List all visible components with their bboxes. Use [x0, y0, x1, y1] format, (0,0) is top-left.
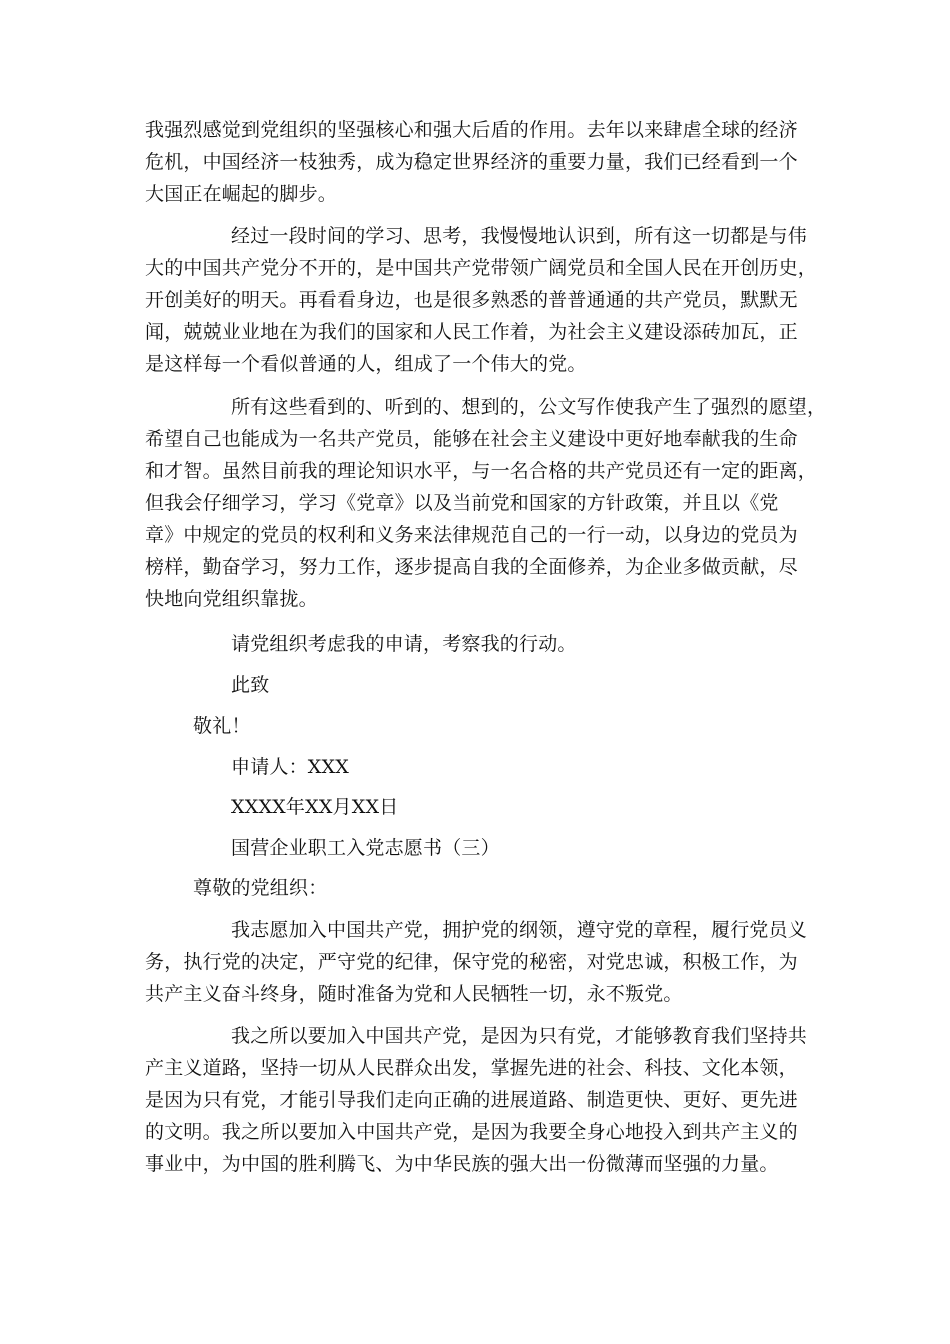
salutation: 尊敬的党组织： [193, 877, 328, 899]
text-line: 务，执行党的决定，严守党的纪律，保守党的秘密，对党忠诚，积极工作，为 [145, 951, 798, 973]
text-line: 我之所以要加入中国共产党，是因为只有党，才能够教育我们坚持共 [231, 1025, 808, 1047]
text-line: 和才智。虽然目前我的理论知识水平，与一名合格的共产党员还有一定的距离， [145, 460, 818, 482]
text-line: 经过一段时间的学习、思考，我慢慢地认识到，所有这一切都是与伟 [231, 225, 808, 247]
text-line: 请党组织考虑我的申请，考察我的行动。 [231, 633, 577, 655]
text-line: 危机，中国经济一枝独秀，成为稳定世界经济的重要力量，我们已经看到一个 [145, 151, 798, 173]
text-line: 产主义道路，坚持一切从人民群众出发，掌握先进的社会、科技、文化本领， [145, 1057, 798, 1079]
text-line: 是这样每一个看似普通的人，组成了一个伟大的党。 [145, 353, 587, 375]
closing-respect: 敬礼！ [193, 715, 251, 737]
applicant-name: 申请人：XXX [231, 756, 349, 778]
text-line: 大的中国共产党分不开的，是中国共产党带领广阔党员和全国人民在开创历史， [145, 257, 818, 279]
text-line: 共产主义奋斗终身，随时准备为党和人民牺牲一切，永不叛党。 [145, 983, 683, 1005]
text-line: 大国正在崛起的脚步。 [145, 183, 338, 205]
section-title: 国营企业职工入党志愿书（三） [231, 837, 500, 859]
text-line: 是因为只有党，才能引导我们走向正确的进展道路、制造更快、更好、更先进 [145, 1089, 798, 1111]
text-line: 希望自己也能成为一名共产党员，能够在社会主义建设中更好地奉献我的生命 [145, 428, 798, 450]
text-line: 开创美好的明天。再看看身边，也是很多熟悉的普普通通的共产党员，默默无 [145, 289, 798, 311]
text-line: 但我会仔细学习，学习《党章》以及当前党和国家的方针政策，并且以《党 [145, 492, 779, 514]
text-line: 事业中，为中国的胜利腾飞、为中华民族的强大出一份微薄而坚强的力量。 [145, 1153, 779, 1175]
text-line: 我强烈感觉到党组织的坚强核心和强大后盾的作用。去年以来肆虐全球的经济 [145, 119, 798, 141]
text-line: 我志愿加入中国共产党，拥护党的纲领，遵守党的章程，履行党员义 [231, 919, 808, 941]
application-date: XXXX年XX月XX日 [231, 796, 399, 818]
closing-salutation: 此致 [231, 674, 270, 696]
text-line: 所有这些看到的、听到的、想到的，公文写作使我产生了强烈的愿望， [231, 396, 827, 418]
text-line: 快地向党组织靠拢。 [145, 588, 318, 610]
text-line: 的文明。我之所以要加入中国共产党，是因为我要全身心地投入到共产主义的 [145, 1121, 798, 1143]
text-line: 榜样，勤奋学习，努力工作，逐步提高自我的全面修养，为企业多做贡献，尽 [145, 556, 798, 578]
text-line: 闻，兢兢业业地在为我们的国家和人民工作着，为社会主义建设添砖加瓦，正 [145, 321, 798, 343]
text-line: 章》中规定的党员的权利和义务来法律规范自己的一行一动，以身边的党员为 [145, 524, 798, 546]
